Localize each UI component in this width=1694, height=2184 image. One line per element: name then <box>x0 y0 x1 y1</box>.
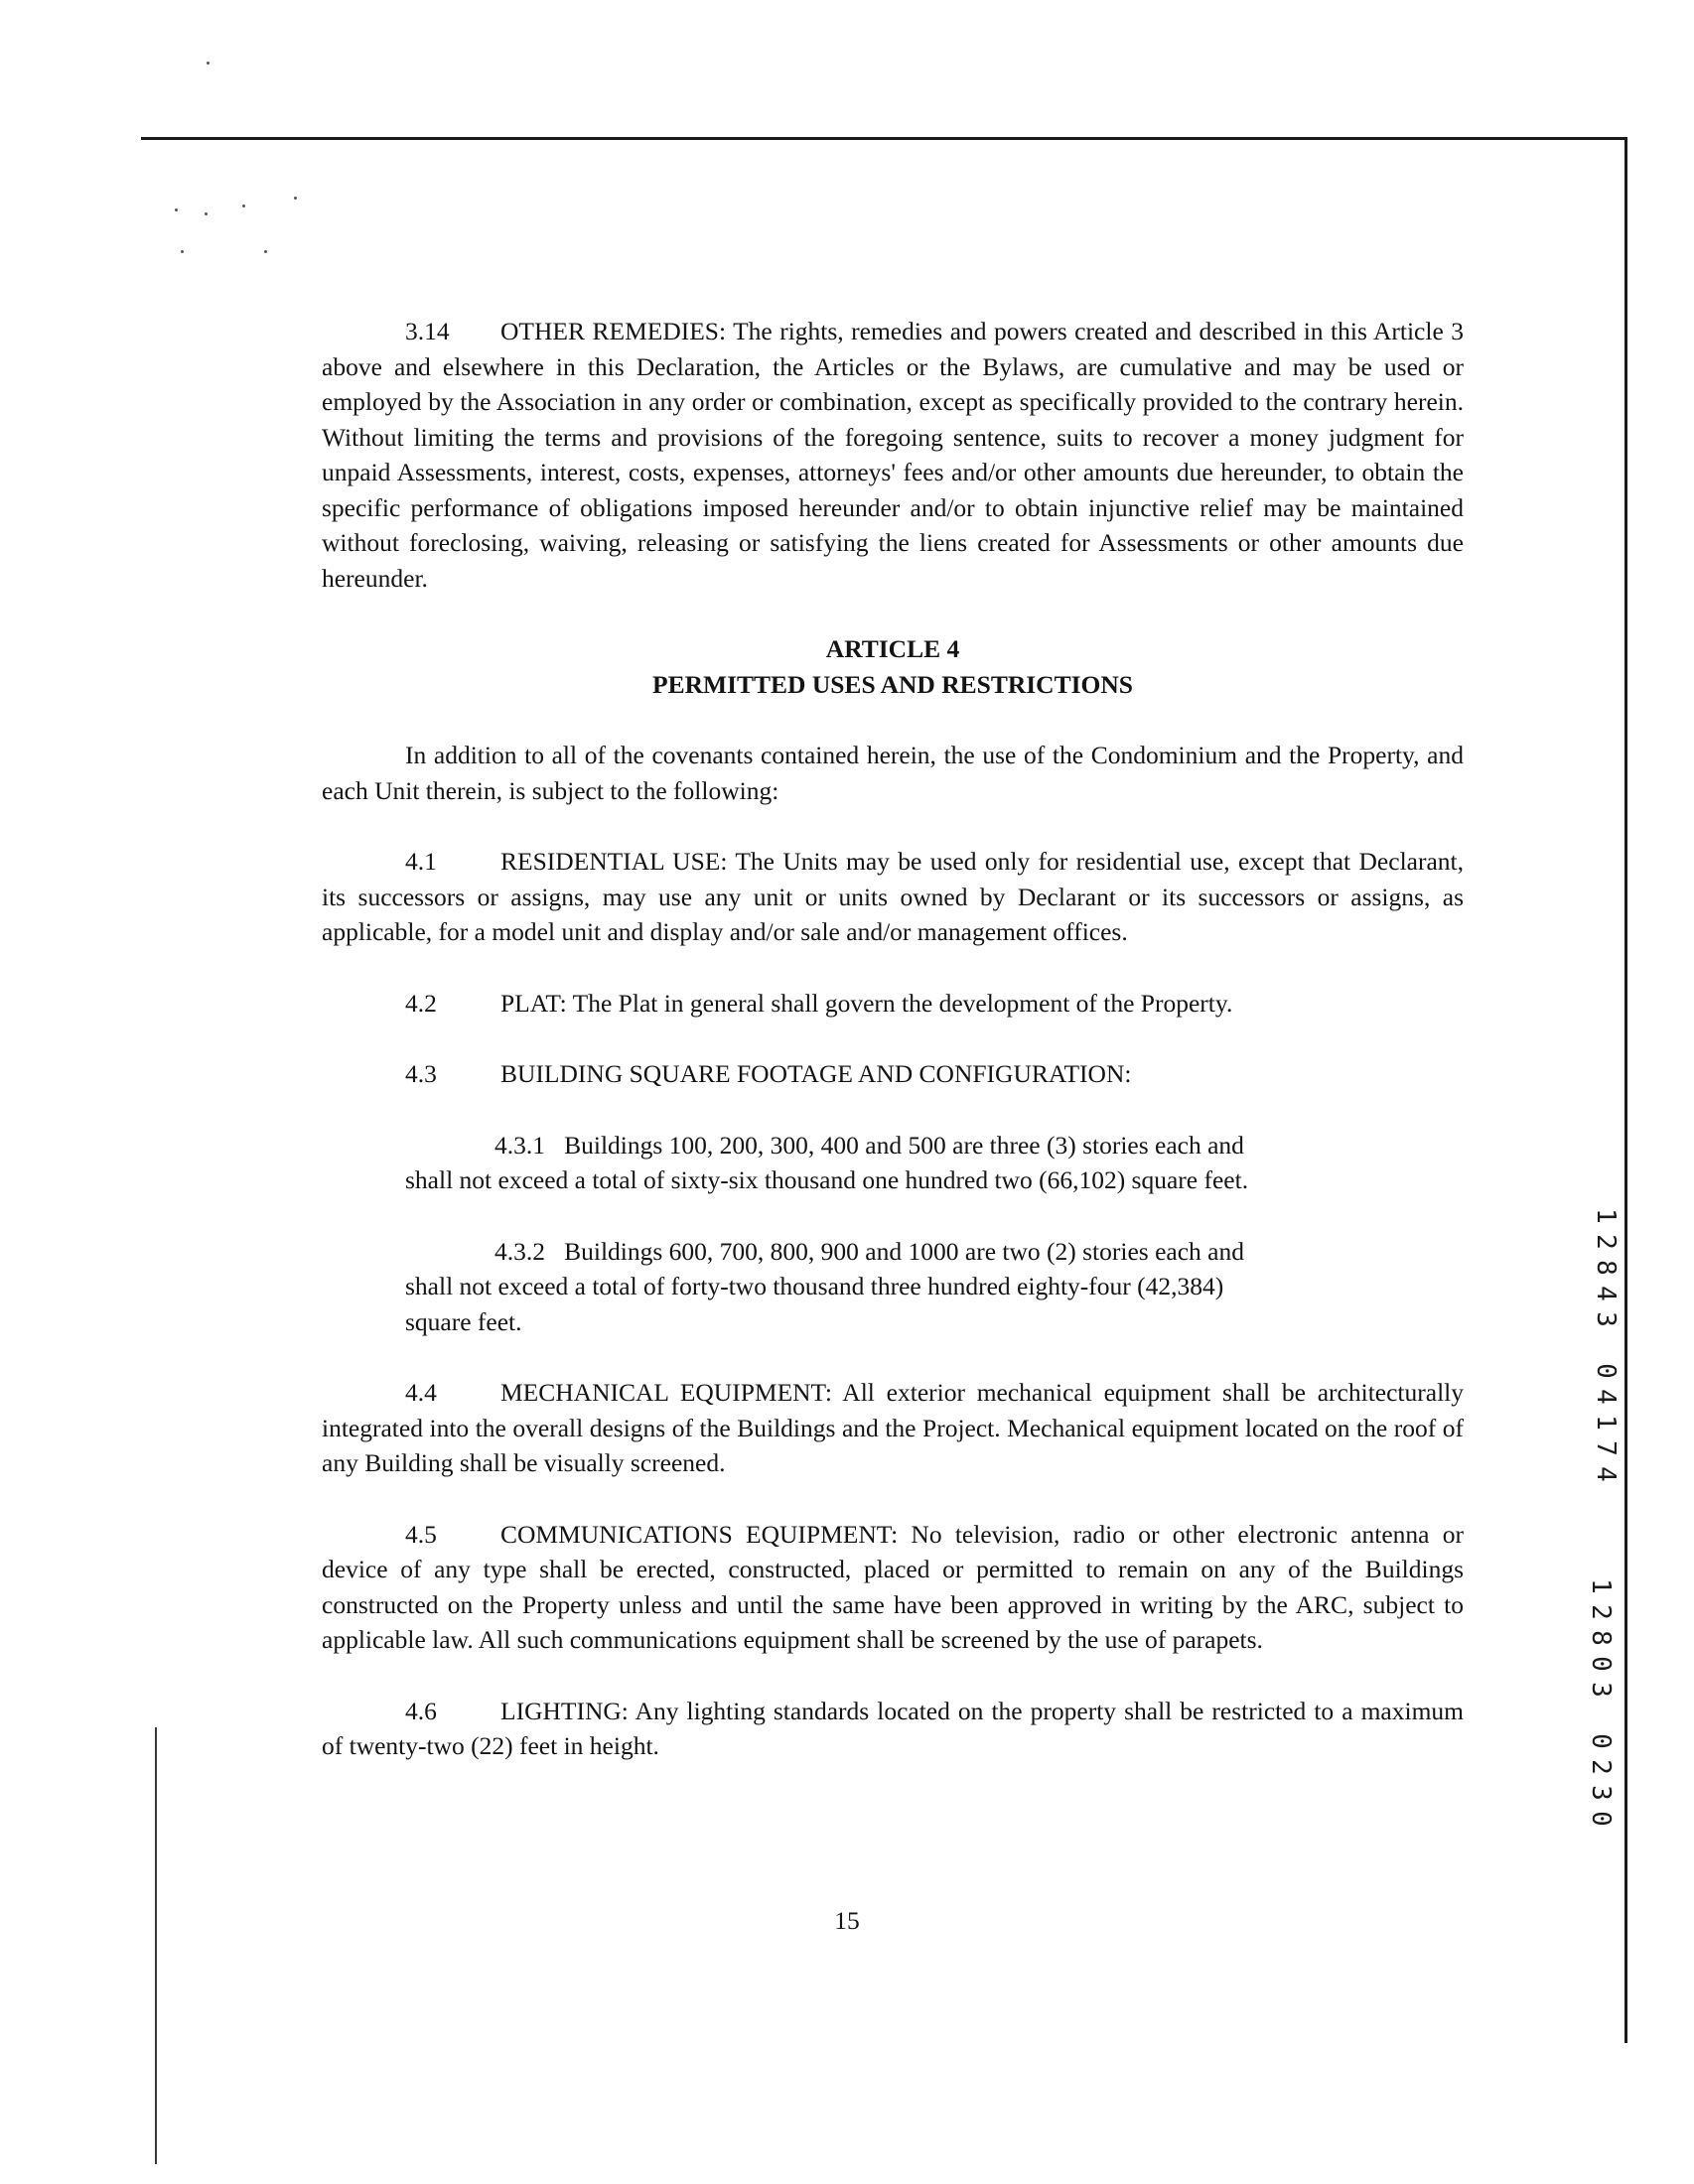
article-title: PERMITTED USES AND RESTRICTIONS <box>652 669 1133 699</box>
section-text-line-1: Buildings 600, 700, 800, 900 and 1000 are two (2) stories each and <box>564 1236 1244 1266</box>
recording-stamp-2 <box>1586 1573 1616 1832</box>
stamp-digit: 8 <box>1586 1630 1616 1646</box>
section-text-line-2: shall not exceed a total of forty-two thousand three hundred eighty-four (42,384) <box>405 1272 1224 1300</box>
scan-speck <box>242 205 245 207</box>
section-4-3-2 <box>322 1234 1464 1340</box>
section-text: MECHANICAL EQUIPMENT: All exterior mechanical equipment shall be architecturally integrated into the overall designs of the Buildings and the Project. Mechanical equipment located on the roof of any Building shall be visually screened. <box>322 1378 1464 1477</box>
section-4-1 <box>322 844 1464 950</box>
section-text: LIGHTING: Any lighting standards located on the property shall be restricted to a maximum of twenty-two (22) feet in height. <box>322 1696 1464 1760</box>
stamp-digit: 1 <box>1586 1578 1616 1594</box>
stamp-digit: 2 <box>1586 1604 1616 1620</box>
section-number: 4.3.2 <box>494 1236 545 1266</box>
stamp-digit: 3 <box>1591 1311 1621 1327</box>
section-text: COMMUNICATIONS EQUIPMENT: No television, radio or other electronic antenna or device of any type shall be erected, constructed, placed or permitted to remain on any of the Buildings constructed on the Property unless and until the same have been approved in writing by the ARC, subject to applicable law. All such communications equipment shall be screened by the use of parapets. <box>322 1519 1464 1654</box>
stamp-digit: 4 <box>1591 1466 1621 1482</box>
section-number: 4.5 <box>405 1519 437 1549</box>
section-number: 4.3 <box>405 1059 437 1088</box>
section-3-14 <box>322 314 1464 596</box>
section-text-line-1: Buildings 100, 200, 300, 400 and 500 are three (3) stories each and <box>564 1130 1244 1160</box>
stamp-digit: 0 <box>1591 1363 1621 1379</box>
section-4-2 <box>322 986 1464 1022</box>
stamp-digit: 0 <box>1586 1811 1616 1827</box>
section-4-3-1 <box>322 1128 1464 1198</box>
stamp-digit: 2 <box>1591 1234 1621 1250</box>
section-number: 4.1 <box>405 847 437 876</box>
section-number: 4.4 <box>405 1378 437 1407</box>
section-4-3 <box>322 1056 1464 1092</box>
stamp-digit: 0 <box>1586 1656 1616 1672</box>
stamp-digit: 8 <box>1591 1260 1621 1276</box>
section-number: 4.6 <box>405 1696 437 1725</box>
section-number: 4.3.1 <box>494 1130 545 1160</box>
section-text: OTHER REMEDIES: The rights, remedies and powers created and described in this Article 3 above and elsewhere in this Declaration, the Articles or the Bylaws, are cumulative and may be used or employed by the Association in any order or combination, except as specifically provided to the contrary herein. Without limiting the terms and provisions of the foregoing sentence, suits to recover a money judgment for unpaid Assessments, interest, costs, expenses, attorneys' fees and/or other amounts due hereunder, to obtain the specific performance of obligations imposed hereunder and/or to obtain injunctive relief may be maintained without foreclosing, waiving, releasing or satisfying the liens created for Assessments or other amounts due hereunder. <box>322 317 1464 593</box>
stamp-digit: 2 <box>1586 1759 1616 1775</box>
stamp-digit: 1 <box>1591 1208 1621 1224</box>
stamp-digit: 7 <box>1591 1440 1621 1456</box>
stamp-digit: 3 <box>1586 1785 1616 1801</box>
left-margin-line <box>155 1727 157 2164</box>
section-text: PLAT: The Plat in general shall govern the development of the Property. <box>500 988 1233 1018</box>
scan-speck <box>205 212 208 215</box>
section-text-line-2: shall not exceed a total of sixty-six thousand one hundred two (66,102) square feet. <box>405 1165 1249 1194</box>
subsection-line <box>405 1128 1464 1163</box>
section-text: RESIDENTIAL USE: The Units may be used only for residential use, except that Declarant, its successors or assigns, may use any unit or units owned by Declarant or its successors or assigns, as applicable, for a model unit and display and/or sale and/or management offices. <box>322 847 1464 946</box>
stamp-digit: 3 <box>1586 1682 1616 1698</box>
scan-speck <box>175 208 178 211</box>
stamp-digit: 1 <box>1591 1415 1621 1431</box>
page-number: 15 <box>834 1906 860 1935</box>
scan-speck <box>294 197 297 200</box>
stamp-digit: 4 <box>1591 1286 1621 1301</box>
stamp-digit: 4 <box>1591 1389 1621 1405</box>
stamp-digit: 0 <box>1586 1733 1616 1749</box>
section-text-line-3: square feet. <box>405 1306 522 1336</box>
section-4-4 <box>322 1375 1464 1481</box>
recording-stamp-1 <box>1591 1203 1621 1487</box>
top-border-line <box>141 137 1626 140</box>
section-4-6 <box>322 1694 1464 1764</box>
scan-speck <box>207 62 210 65</box>
article-intro: In addition to all of the covenants contained herein, the use of the Condominium and the Property, and each Unit therein, is subject to the following: <box>322 741 1464 805</box>
document-body <box>322 314 1464 1800</box>
right-border-line <box>1624 137 1627 2043</box>
section-4-5 <box>322 1517 1464 1658</box>
section-number: 4.2 <box>405 988 437 1018</box>
article-number: ARTICLE 4 <box>825 634 960 663</box>
subsection-line <box>405 1234 1464 1270</box>
scan-speck <box>264 250 267 253</box>
section-number: 3.14 <box>405 317 450 345</box>
scan-speck <box>181 250 184 253</box>
article-heading <box>322 631 1464 702</box>
section-text: BUILDING SQUARE FOOTAGE AND CONFIGURATION: <box>500 1059 1132 1088</box>
